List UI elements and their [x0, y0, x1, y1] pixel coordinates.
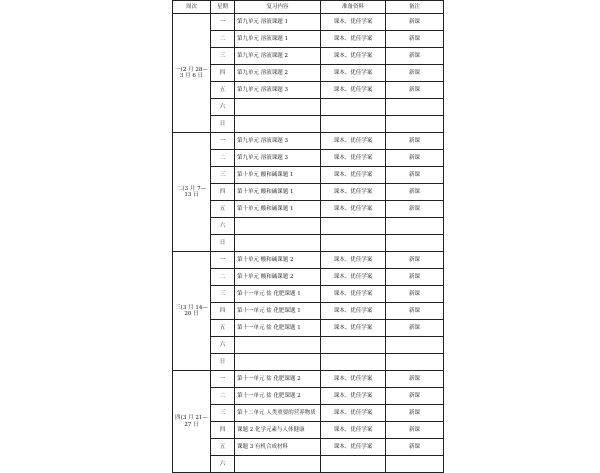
review-content-cell: 第十单元 酸和碱课题 1: [235, 184, 321, 201]
table-row: [173, 303, 444, 320]
review-content-cell: [235, 99, 321, 116]
materials-cell: 课本、优佳学案: [321, 167, 386, 184]
materials-cell: 课本、优佳学案: [321, 320, 386, 337]
review-content-cell: 第九单元 溶液课题 2: [235, 48, 321, 65]
review-schedule-table: [172, 0, 444, 473]
materials-cell: [321, 218, 386, 235]
review-content-cell: 第九单元 溶液课题 3: [235, 150, 321, 167]
table-row: [173, 48, 444, 65]
materials-cell: 课本、优佳学案: [321, 388, 386, 405]
materials-cell: 课本、优佳学案: [321, 303, 386, 320]
review-content-cell: 第十一单元 盐 化肥课题 2: [235, 371, 321, 388]
day-cell: 二: [211, 150, 235, 167]
week-label: 一(2 月 28—3 月 6 日: [173, 14, 211, 133]
remark-cell: 新课: [386, 31, 444, 48]
day-cell: 六: [211, 337, 235, 354]
day-cell: 五: [211, 439, 235, 456]
header-row: [173, 1, 444, 14]
day-cell: 三: [211, 405, 235, 422]
remark-cell: 新课: [386, 405, 444, 422]
review-content-cell: [235, 456, 321, 473]
materials-cell: 课本、优佳学案: [321, 439, 386, 456]
table-row: [173, 320, 444, 337]
table-row: [173, 405, 444, 422]
day-cell: 六: [211, 456, 235, 473]
table-row: [173, 371, 444, 388]
remark-cell: 新课: [386, 422, 444, 439]
day-cell: 日: [211, 354, 235, 371]
remark-cell: 新课: [386, 201, 444, 218]
materials-cell: [321, 456, 386, 473]
day-cell: 五: [211, 82, 235, 99]
table-row: [173, 354, 444, 371]
review-content-cell: [235, 337, 321, 354]
remark-cell: [386, 116, 444, 133]
materials-cell: 课本、优佳学案: [321, 48, 386, 65]
remark-cell: [386, 354, 444, 371]
table-row: [173, 439, 444, 456]
remark-cell: 新课: [386, 320, 444, 337]
day-cell: 一: [211, 133, 235, 150]
week-label: 四(3 月 21—27 日: [173, 371, 211, 473]
table-row: [173, 201, 444, 218]
day-cell: 四: [211, 65, 235, 82]
review-content-cell: 第九单元 溶液课题 1: [235, 14, 321, 31]
day-cell: 二: [211, 31, 235, 48]
day-cell: 二: [211, 269, 235, 286]
remark-cell: 新课: [386, 184, 444, 201]
remark-cell: [386, 337, 444, 354]
day-cell: 三: [211, 167, 235, 184]
review-content-cell: 第九单元 溶液课题 1: [235, 31, 321, 48]
remark-cell: 新课: [386, 303, 444, 320]
materials-cell: 课本、优佳学案: [321, 269, 386, 286]
table-row: [173, 133, 444, 150]
table-row: [173, 337, 444, 354]
remark-cell: 新课: [386, 388, 444, 405]
materials-cell: 课本、优佳学案: [321, 201, 386, 218]
remark-cell: 新课: [386, 252, 444, 269]
review-content-cell: 第十一单元 盐 化肥课题 1: [235, 303, 321, 320]
day-cell: 一: [211, 14, 235, 31]
materials-cell: 课本、优佳学案: [321, 150, 386, 167]
header-day: 星期: [211, 1, 235, 14]
day-cell: 一: [211, 252, 235, 269]
review-content-cell: 第十一单元 盐 化肥课题 1: [235, 286, 321, 303]
materials-cell: 课本、优佳学案: [321, 371, 386, 388]
remark-cell: 新课: [386, 371, 444, 388]
day-cell: 四: [211, 422, 235, 439]
day-cell: 四: [211, 184, 235, 201]
materials-cell: 课本、优佳学案: [321, 65, 386, 82]
materials-cell: 课本、优佳学案: [321, 82, 386, 99]
remark-cell: 新课: [386, 65, 444, 82]
review-content-cell: 第十一单元 盐 化肥课题 2: [235, 388, 321, 405]
table-row: [173, 65, 444, 82]
schedule-page: [172, 0, 443, 467]
day-cell: 三: [211, 286, 235, 303]
remark-cell: [386, 235, 444, 252]
review-content-cell: 第十单元 酸和碱课题 1: [235, 201, 321, 218]
review-content-cell: 课题 3 有机合成材料: [235, 439, 321, 456]
table-row: [173, 456, 444, 473]
review-content-cell: [235, 354, 321, 371]
table-row: [173, 184, 444, 201]
materials-cell: [321, 99, 386, 116]
table-row: [173, 116, 444, 133]
review-content-cell: [235, 218, 321, 235]
day-cell: 二: [211, 388, 235, 405]
materials-cell: [321, 116, 386, 133]
table-row: [173, 218, 444, 235]
materials-cell: [321, 354, 386, 371]
materials-cell: 课本、优佳学案: [321, 252, 386, 269]
review-content-cell: 第十一单元 盐 化肥课题 1: [235, 320, 321, 337]
review-content-cell: 课题 2 化学元素与人体健康: [235, 422, 321, 439]
materials-cell: 课本、优佳学案: [321, 286, 386, 303]
review-content-cell: 第九单元 溶液课题 3: [235, 133, 321, 150]
remark-cell: 新课: [386, 14, 444, 31]
review-content-cell: 第十单元 酸和碱课题 2: [235, 252, 321, 269]
day-cell: 日: [211, 235, 235, 252]
remark-cell: 新课: [386, 150, 444, 167]
remark-cell: [386, 218, 444, 235]
remark-cell: [386, 99, 444, 116]
materials-cell: 课本、优佳学案: [321, 14, 386, 31]
review-content-cell: 第十二单元 人类重要的营养物质: [235, 405, 321, 422]
table-row: [173, 99, 444, 116]
table-row: [173, 252, 444, 269]
review-content-cell: [235, 235, 321, 252]
day-cell: 五: [211, 320, 235, 337]
week-label: 二(3 月 7—13 日: [173, 133, 211, 252]
table-row: [173, 14, 444, 31]
table-row: [173, 150, 444, 167]
table-row: [173, 269, 444, 286]
header-materials: 准备资料: [321, 1, 386, 14]
materials-cell: 课本、优佳学案: [321, 184, 386, 201]
review-content-cell: 第九单元 溶液课题 2: [235, 65, 321, 82]
materials-cell: 课本、优佳学案: [321, 31, 386, 48]
review-content-cell: 第九单元 溶液课题 3: [235, 82, 321, 99]
materials-cell: 课本、优佳学案: [321, 133, 386, 150]
week-label: 三(3 月 14—20 日: [173, 252, 211, 371]
remark-cell: 新课: [386, 286, 444, 303]
review-content-cell: 第十单元 酸和碱课题 1: [235, 167, 321, 184]
header-week: 周次: [173, 1, 211, 14]
day-cell: 六: [211, 218, 235, 235]
table-row: [173, 31, 444, 48]
table-row: [173, 235, 444, 252]
remark-cell: 新课: [386, 133, 444, 150]
header-content: 复习内容: [235, 1, 321, 14]
remark-cell: 新课: [386, 269, 444, 286]
remark-cell: 新课: [386, 439, 444, 456]
day-cell: 三: [211, 48, 235, 65]
table-row: [173, 388, 444, 405]
review-content-cell: [235, 116, 321, 133]
table-row: [173, 422, 444, 439]
materials-cell: 课本、优佳学案: [321, 405, 386, 422]
day-cell: 日: [211, 116, 235, 133]
review-content-cell: 第十单元 酸和碱课题 2: [235, 269, 321, 286]
day-cell: 四: [211, 303, 235, 320]
materials-cell: [321, 235, 386, 252]
day-cell: 五: [211, 201, 235, 218]
remark-cell: 新课: [386, 48, 444, 65]
table-row: [173, 286, 444, 303]
table-row: [173, 82, 444, 99]
remark-cell: 新课: [386, 82, 444, 99]
materials-cell: [321, 337, 386, 354]
day-cell: 一: [211, 371, 235, 388]
day-cell: 六: [211, 99, 235, 116]
table-row: [173, 167, 444, 184]
remark-cell: 新课: [386, 167, 444, 184]
materials-cell: 课本、优佳学案: [321, 422, 386, 439]
header-remarks: 备注: [386, 1, 444, 14]
remark-cell: [386, 456, 444, 473]
